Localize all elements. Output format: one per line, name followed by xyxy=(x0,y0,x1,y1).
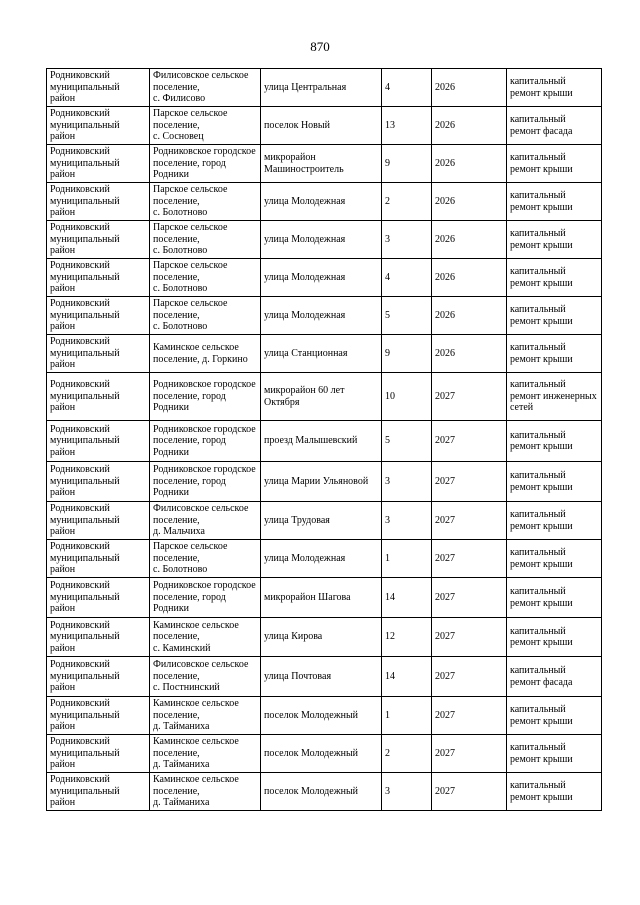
cell-house-number: 4 xyxy=(382,69,432,107)
table-row xyxy=(47,373,602,421)
cell-work-type: капитальный ремонт крыши xyxy=(507,297,602,335)
cell-street: улица Кирова xyxy=(261,618,382,657)
cell-settlement: Каминское сельское поселение, с. Каминский xyxy=(150,618,261,657)
cell-house-number: 2 xyxy=(382,735,432,773)
cell-street: поселок Молодежный xyxy=(261,735,382,773)
table-row xyxy=(47,145,602,183)
cell-area: Родниковский муниципальный район xyxy=(47,657,150,697)
cell-work-type: капитальный ремонт фасада xyxy=(507,657,602,697)
cell-work-type: капитальный ремонт фасада xyxy=(507,107,602,145)
cell-street: улица Трудовая xyxy=(261,502,382,540)
cell-street: улица Молодежная xyxy=(261,297,382,335)
table-row xyxy=(47,697,602,735)
cell-street: улица Станционная xyxy=(261,335,382,373)
cell-year: 2027 xyxy=(432,540,507,578)
cell-settlement: Родниковское городское поселение, город Родники xyxy=(150,373,261,421)
cell-work-type: капитальный ремонт крыши xyxy=(507,540,602,578)
cell-street: улица Молодежная xyxy=(261,221,382,259)
cell-house-number: 3 xyxy=(382,462,432,502)
table-row xyxy=(47,183,602,221)
cell-work-type: капитальный ремонт крыши xyxy=(507,259,602,297)
cell-area: Родниковский муниципальный район xyxy=(47,540,150,578)
cell-house-number: 14 xyxy=(382,657,432,697)
cell-street: улица Почтовая xyxy=(261,657,382,697)
cell-settlement: Парское сельское поселение, с. Болотново xyxy=(150,221,261,259)
cell-year: 2026 xyxy=(432,145,507,183)
cell-area: Родниковский муниципальный район xyxy=(47,421,150,462)
cell-year: 2026 xyxy=(432,183,507,221)
cell-year: 2027 xyxy=(432,578,507,618)
cell-work-type: капитальный ремонт крыши xyxy=(507,735,602,773)
cell-work-type: капитальный ремонт крыши xyxy=(507,773,602,811)
cell-year: 2026 xyxy=(432,69,507,107)
cell-area: Родниковский муниципальный район xyxy=(47,259,150,297)
cell-house-number: 3 xyxy=(382,773,432,811)
cell-area: Родниковский муниципальный район xyxy=(47,373,150,421)
cell-work-type: капитальный ремонт крыши xyxy=(507,183,602,221)
table-row xyxy=(47,297,602,335)
cell-area: Родниковский муниципальный район xyxy=(47,335,150,373)
cell-work-type: капитальный ремонт крыши xyxy=(507,145,602,183)
repair-schedule-table xyxy=(46,68,602,811)
table-row xyxy=(47,502,602,540)
cell-year: 2027 xyxy=(432,502,507,540)
cell-house-number: 9 xyxy=(382,145,432,183)
table-row xyxy=(47,773,602,811)
cell-year: 2027 xyxy=(432,735,507,773)
cell-settlement: Каминское сельское поселение, д. Тайманиха xyxy=(150,773,261,811)
cell-area: Родниковский муниципальный район xyxy=(47,221,150,259)
cell-settlement: Каминское сельское поселение, д. Тайманиха xyxy=(150,735,261,773)
cell-year: 2027 xyxy=(432,421,507,462)
cell-area: Родниковский муниципальный район xyxy=(47,69,150,107)
cell-work-type: капитальный ремонт крыши xyxy=(507,618,602,657)
cell-year: 2026 xyxy=(432,221,507,259)
cell-area: Родниковский муниципальный район xyxy=(47,145,150,183)
cell-area: Родниковский муниципальный район xyxy=(47,297,150,335)
cell-work-type: капитальный ремонт крыши xyxy=(507,697,602,735)
cell-area: Родниковский муниципальный район xyxy=(47,735,150,773)
cell-year: 2026 xyxy=(432,297,507,335)
cell-house-number: 4 xyxy=(382,259,432,297)
cell-street: микрорайон Шагова xyxy=(261,578,382,618)
cell-year: 2026 xyxy=(432,335,507,373)
table-row xyxy=(47,462,602,502)
cell-area: Родниковский муниципальный район xyxy=(47,618,150,657)
cell-house-number: 12 xyxy=(382,618,432,657)
cell-house-number: 13 xyxy=(382,107,432,145)
cell-house-number: 3 xyxy=(382,221,432,259)
cell-work-type: капитальный ремонт крыши xyxy=(507,462,602,502)
cell-house-number: 9 xyxy=(382,335,432,373)
cell-area: Родниковский муниципальный район xyxy=(47,773,150,811)
cell-settlement: Парское сельское поселение, с. Болотново xyxy=(150,183,261,221)
cell-year: 2026 xyxy=(432,107,507,145)
cell-year: 2027 xyxy=(432,773,507,811)
cell-work-type: капитальный ремонт крыши xyxy=(507,502,602,540)
cell-settlement: Парское сельское поселение, с. Болотново xyxy=(150,297,261,335)
cell-year: 2027 xyxy=(432,618,507,657)
table-row xyxy=(47,540,602,578)
cell-house-number: 2 xyxy=(382,183,432,221)
cell-area: Родниковский муниципальный район xyxy=(47,183,150,221)
cell-street: улица Молодежная xyxy=(261,259,382,297)
cell-house-number: 5 xyxy=(382,297,432,335)
cell-work-type: капитальный ремонт крыши xyxy=(507,421,602,462)
table-row xyxy=(47,221,602,259)
cell-area: Родниковский муниципальный район xyxy=(47,502,150,540)
cell-settlement: Филисовское сельское поселение, с. Постнинский xyxy=(150,657,261,697)
cell-year: 2027 xyxy=(432,697,507,735)
cell-work-type: капитальный ремонт крыши xyxy=(507,335,602,373)
cell-year: 2027 xyxy=(432,657,507,697)
cell-settlement: Каминское сельское поселение, д. Тайманиха xyxy=(150,697,261,735)
cell-street: поселок Новый xyxy=(261,107,382,145)
table-row xyxy=(47,335,602,373)
cell-settlement: Парское сельское поселение, с. Сосновец xyxy=(150,107,261,145)
cell-house-number: 5 xyxy=(382,421,432,462)
cell-street: улица Марии Ульяновой xyxy=(261,462,382,502)
cell-work-type: капитальный ремонт крыши xyxy=(507,69,602,107)
cell-work-type: капитальный ремонт крыши xyxy=(507,578,602,618)
cell-settlement: Парское сельское поселение, с. Болотново xyxy=(150,259,261,297)
table-row xyxy=(47,107,602,145)
cell-area: Родниковский муниципальный район xyxy=(47,697,150,735)
cell-street: проезд Малышевский xyxy=(261,421,382,462)
table-row xyxy=(47,421,602,462)
table-row xyxy=(47,259,602,297)
page-number: 870 xyxy=(310,39,330,54)
cell-area: Родниковский муниципальный район xyxy=(47,107,150,145)
cell-street: микрорайон Машиностроитель xyxy=(261,145,382,183)
cell-settlement: Родниковское городское поселение, город Родники xyxy=(150,578,261,618)
cell-street: микрорайон 60 лет Октября xyxy=(261,373,382,421)
cell-year: 2027 xyxy=(432,462,507,502)
cell-settlement: Родниковское городское поселение, город Родники xyxy=(150,421,261,462)
table-row xyxy=(47,618,602,657)
cell-house-number: 1 xyxy=(382,540,432,578)
table-row xyxy=(47,735,602,773)
cell-settlement: Парское сельское поселение, с. Болотново xyxy=(150,540,261,578)
table-row xyxy=(47,657,602,697)
cell-settlement: Родниковское городское поселение, город Родники xyxy=(150,462,261,502)
cell-street: улица Центральная xyxy=(261,69,382,107)
cell-year: 2027 xyxy=(432,373,507,421)
cell-settlement: Каминское сельское поселение, д. Горкино xyxy=(150,335,261,373)
table-row xyxy=(47,578,602,618)
cell-area: Родниковский муниципальный район xyxy=(47,578,150,618)
cell-settlement: Филисовское сельское поселение, д. Мальчиха xyxy=(150,502,261,540)
cell-work-type: капитальный ремонт инженерных сетей xyxy=(507,373,602,421)
cell-street: улица Молодежная xyxy=(261,540,382,578)
cell-house-number: 3 xyxy=(382,502,432,540)
cell-street: поселок Молодежный xyxy=(261,697,382,735)
cell-house-number: 14 xyxy=(382,578,432,618)
cell-house-number: 10 xyxy=(382,373,432,421)
cell-year: 2026 xyxy=(432,259,507,297)
cell-settlement: Филисовское сельское поселение, с. Филисово xyxy=(150,69,261,107)
table-body xyxy=(47,69,602,811)
cell-area: Родниковский муниципальный район xyxy=(47,462,150,502)
cell-street: улица Молодежная xyxy=(261,183,382,221)
cell-house-number: 1 xyxy=(382,697,432,735)
cell-settlement: Родниковское городское поселение, город Родники xyxy=(150,145,261,183)
cell-street: поселок Молодежный xyxy=(261,773,382,811)
table-row xyxy=(47,69,602,107)
cell-work-type: капитальный ремонт крыши xyxy=(507,221,602,259)
